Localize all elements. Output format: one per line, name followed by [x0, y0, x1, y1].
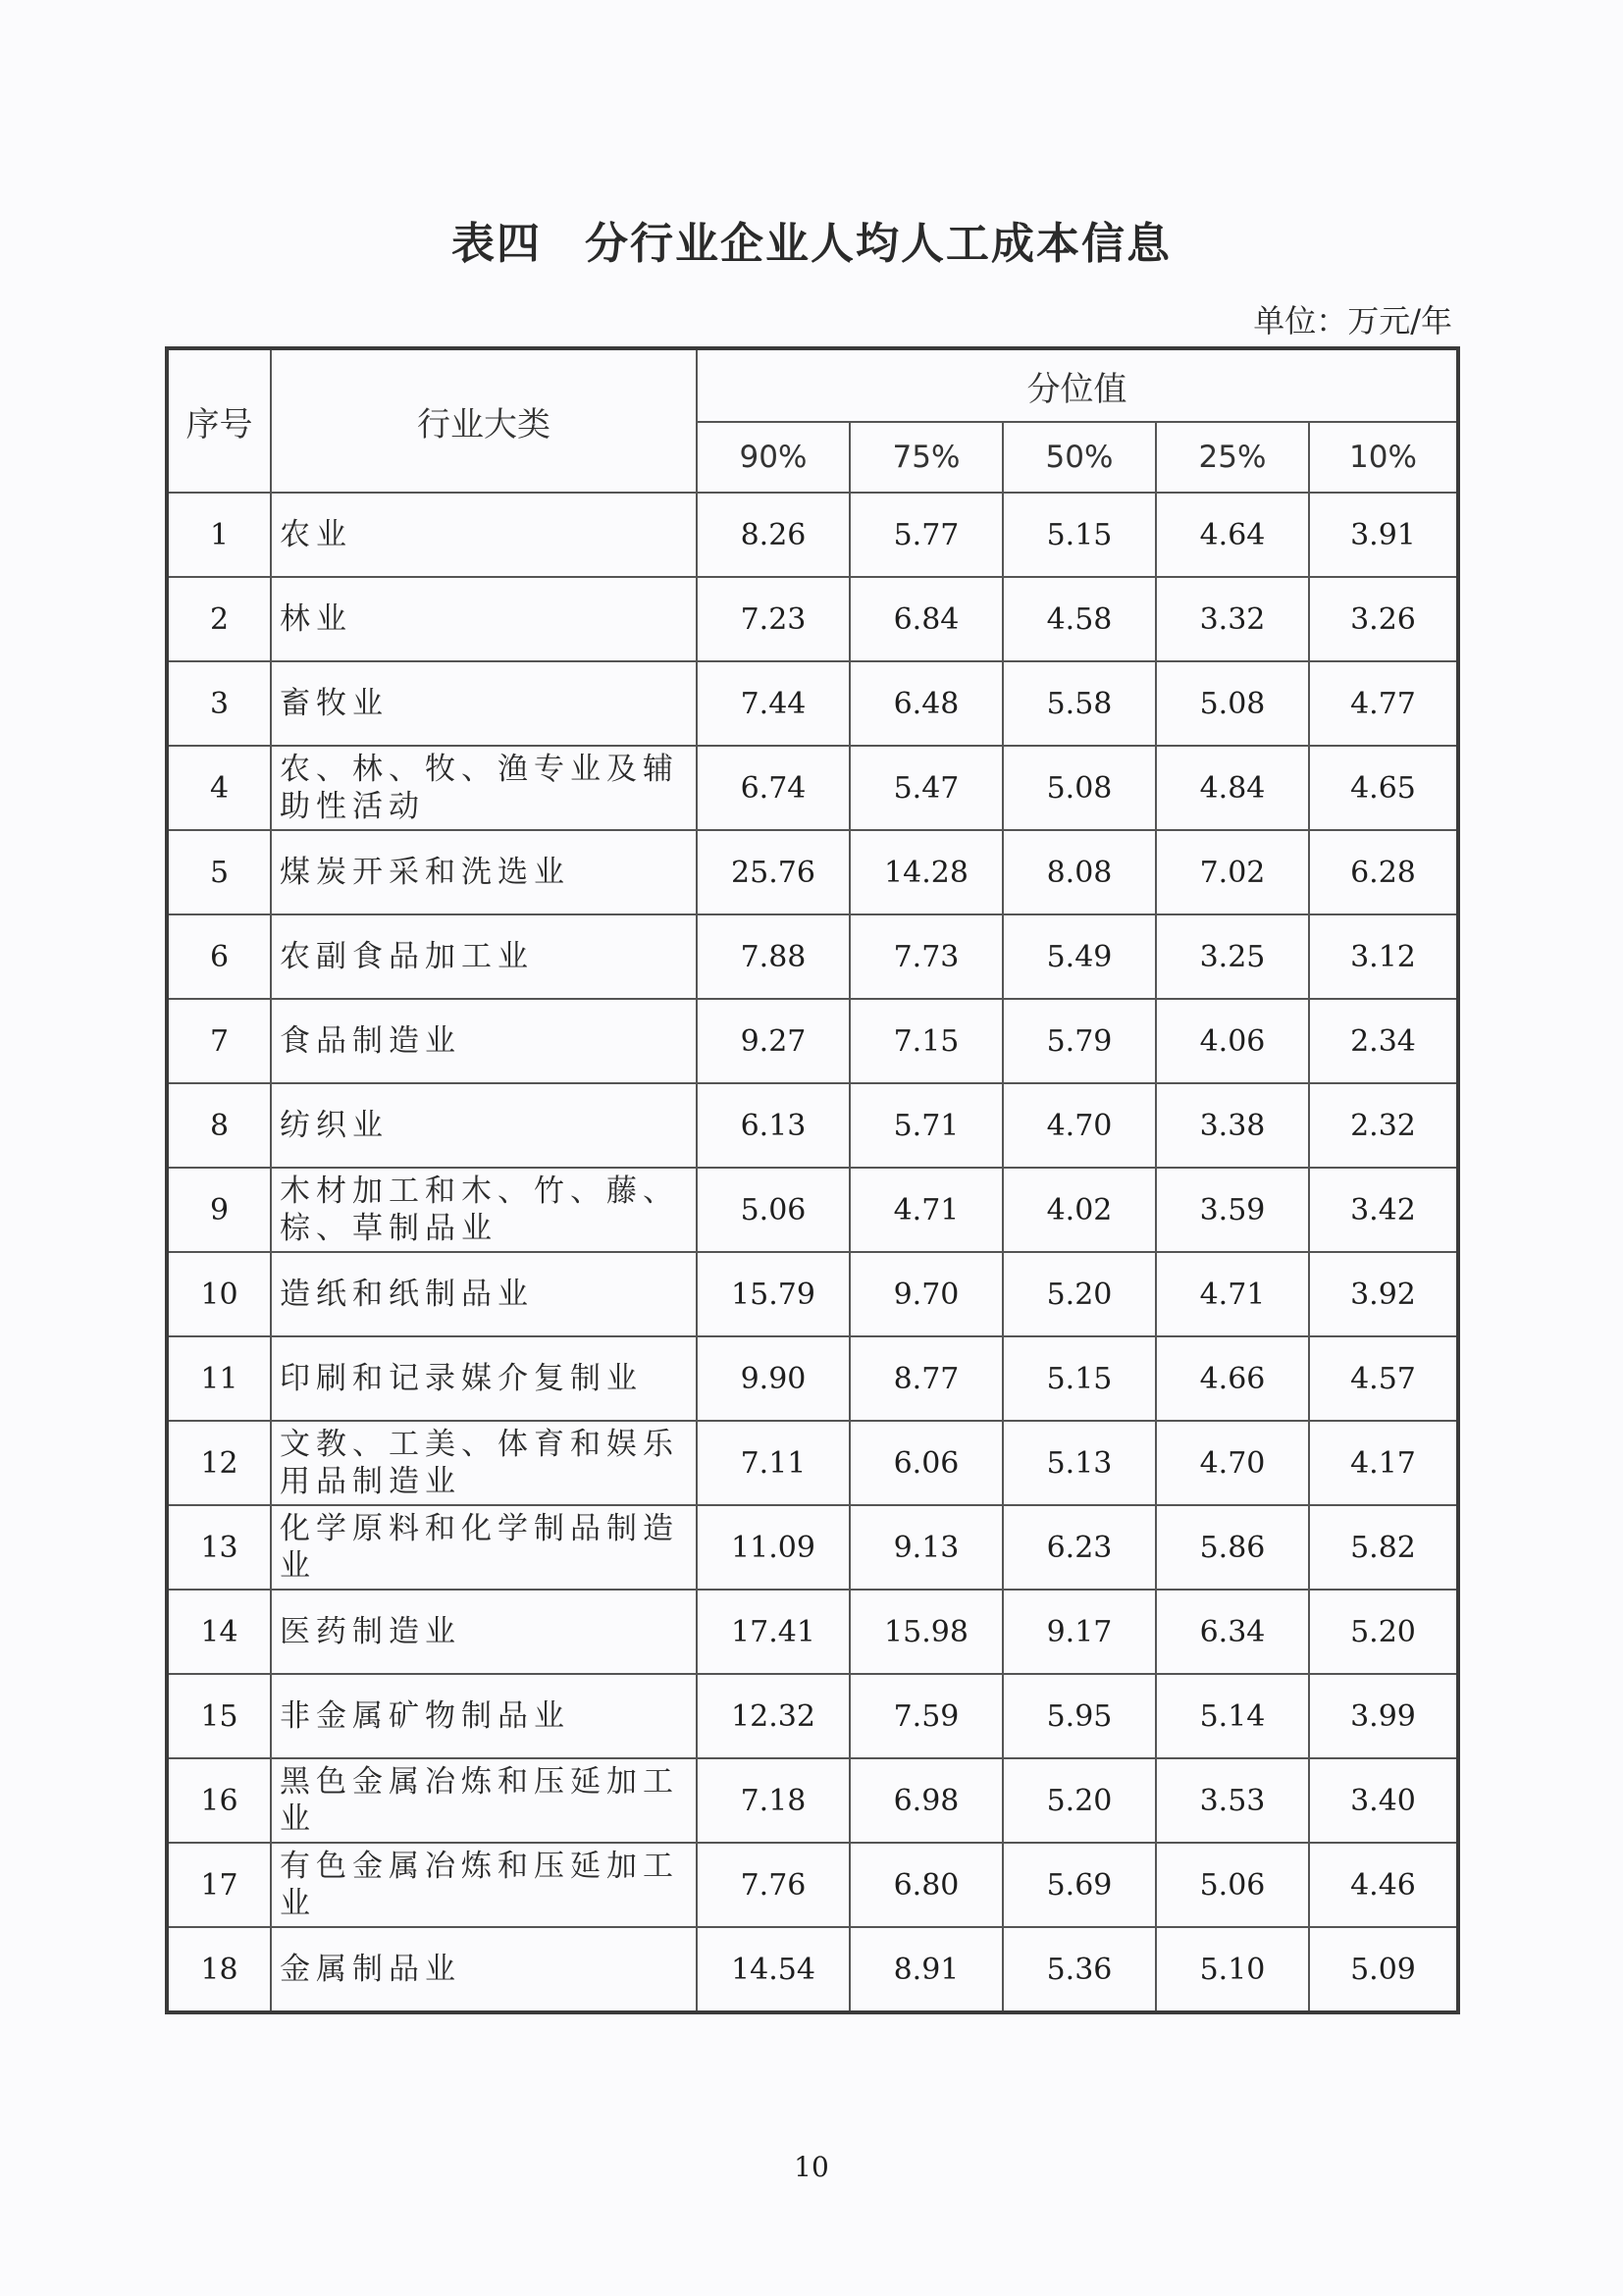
value-cell: 5.06 — [1156, 1843, 1309, 1927]
industry-name: 煤炭开采和洗选业 — [271, 830, 697, 914]
row-index: 14 — [167, 1590, 271, 1674]
value-cell: 5.13 — [1003, 1421, 1156, 1505]
value-cell: 9.70 — [850, 1252, 1003, 1336]
row-index: 7 — [167, 999, 271, 1083]
value-cell: 7.44 — [697, 661, 850, 746]
row-index: 11 — [167, 1336, 271, 1421]
header-percentile: 90% — [697, 422, 850, 493]
value-cell: 5.06 — [697, 1168, 850, 1252]
table-row — [167, 830, 1458, 914]
value-cell: 3.38 — [1156, 1083, 1309, 1168]
value-cell: 5.77 — [850, 493, 1003, 577]
value-cell: 6.84 — [850, 577, 1003, 661]
value-cell: 4.77 — [1309, 661, 1458, 746]
value-cell: 15.79 — [697, 1252, 850, 1336]
value-cell: 3.91 — [1309, 493, 1458, 577]
value-cell: 12.32 — [697, 1674, 850, 1758]
table-row — [167, 999, 1458, 1083]
row-index: 12 — [167, 1421, 271, 1505]
table-row — [167, 1843, 1458, 1927]
header-percentile: 50% — [1003, 422, 1156, 493]
value-cell: 7.76 — [697, 1843, 850, 1927]
value-cell: 4.66 — [1156, 1336, 1309, 1421]
value-cell: 5.58 — [1003, 661, 1156, 746]
row-index: 17 — [167, 1843, 271, 1927]
industry-name: 纺织业 — [271, 1083, 697, 1168]
row-index: 1 — [167, 493, 271, 577]
table-header — [167, 348, 1458, 493]
value-cell: 5.49 — [1003, 914, 1156, 999]
industry-name: 农、林、牧、渔专业及辅助性活动 — [271, 746, 697, 830]
table-row — [167, 493, 1458, 577]
value-cell: 5.08 — [1156, 661, 1309, 746]
industry-name: 林业 — [271, 577, 697, 661]
value-cell: 3.12 — [1309, 914, 1458, 999]
value-cell: 6.74 — [697, 746, 850, 830]
value-cell: 11.09 — [697, 1505, 850, 1590]
industry-name: 有色金属冶炼和压延加工业 — [271, 1843, 697, 1927]
value-cell: 5.20 — [1003, 1252, 1156, 1336]
value-cell: 3.26 — [1309, 577, 1458, 661]
value-cell: 3.25 — [1156, 914, 1309, 999]
table-row — [167, 577, 1458, 661]
value-cell: 25.76 — [697, 830, 850, 914]
header-percentile: 25% — [1156, 422, 1309, 493]
value-cell: 4.71 — [850, 1168, 1003, 1252]
value-cell: 14.28 — [850, 830, 1003, 914]
table-row — [167, 1168, 1458, 1252]
table-row — [167, 746, 1458, 830]
value-cell: 4.70 — [1156, 1421, 1309, 1505]
table-row — [167, 1083, 1458, 1168]
value-cell: 5.82 — [1309, 1505, 1458, 1590]
value-cell: 4.71 — [1156, 1252, 1309, 1336]
value-cell: 4.70 — [1003, 1083, 1156, 1168]
industry-name: 黑色金属冶炼和压延加工业 — [271, 1758, 697, 1843]
value-cell: 2.34 — [1309, 999, 1458, 1083]
value-cell: 5.14 — [1156, 1674, 1309, 1758]
row-index: 4 — [167, 746, 271, 830]
value-cell: 5.10 — [1156, 1927, 1309, 2012]
value-cell: 5.15 — [1003, 1336, 1156, 1421]
value-cell: 8.26 — [697, 493, 850, 577]
value-cell: 15.98 — [850, 1590, 1003, 1674]
value-cell: 5.95 — [1003, 1674, 1156, 1758]
row-index: 15 — [167, 1674, 271, 1758]
value-cell: 4.06 — [1156, 999, 1309, 1083]
value-cell: 5.47 — [850, 746, 1003, 830]
value-cell: 3.99 — [1309, 1674, 1458, 1758]
industry-name: 畜牧业 — [271, 661, 697, 746]
value-cell: 6.48 — [850, 661, 1003, 746]
value-cell: 3.53 — [1156, 1758, 1309, 1843]
row-index: 13 — [167, 1505, 271, 1590]
value-cell: 4.65 — [1309, 746, 1458, 830]
row-index: 3 — [167, 661, 271, 746]
industry-name: 医药制造业 — [271, 1590, 697, 1674]
value-cell: 6.80 — [850, 1843, 1003, 1927]
value-cell: 3.40 — [1309, 1758, 1458, 1843]
value-cell: 6.23 — [1003, 1505, 1156, 1590]
industry-name: 食品制造业 — [271, 999, 697, 1083]
table-title: 分行业企业人均人工成本信息 — [585, 219, 1172, 269]
table-row — [167, 661, 1458, 746]
value-cell: 4.64 — [1156, 493, 1309, 577]
table-row — [167, 1927, 1458, 2012]
value-cell: 8.08 — [1003, 830, 1156, 914]
row-index: 16 — [167, 1758, 271, 1843]
table-row — [167, 1336, 1458, 1421]
industry-name: 非金属矿物制品业 — [271, 1674, 697, 1758]
industry-name: 化学原料和化学制品制造业 — [271, 1505, 697, 1590]
value-cell: 6.06 — [850, 1421, 1003, 1505]
value-cell: 5.71 — [850, 1083, 1003, 1168]
value-cell: 2.32 — [1309, 1083, 1458, 1168]
unit-label: 单位：万元/年 — [1253, 302, 1452, 339]
industry-name: 农副食品加工业 — [271, 914, 697, 999]
value-cell: 5.15 — [1003, 493, 1156, 577]
value-cell: 9.27 — [697, 999, 850, 1083]
industry-name: 金属制品业 — [271, 1927, 697, 2012]
value-cell: 7.15 — [850, 999, 1003, 1083]
header-percentile: 10% — [1309, 422, 1458, 493]
header-percentile-group: 分位值 — [697, 348, 1458, 422]
value-cell: 5.20 — [1003, 1758, 1156, 1843]
value-cell: 3.42 — [1309, 1168, 1458, 1252]
value-cell: 14.54 — [697, 1927, 850, 2012]
header-index: 序号 — [167, 348, 271, 493]
row-index: 2 — [167, 577, 271, 661]
value-cell: 8.91 — [850, 1927, 1003, 2012]
value-cell: 6.34 — [1156, 1590, 1309, 1674]
value-cell: 9.17 — [1003, 1590, 1156, 1674]
value-cell: 6.28 — [1309, 830, 1458, 914]
value-cell: 3.59 — [1156, 1168, 1309, 1252]
value-cell: 7.73 — [850, 914, 1003, 999]
value-cell: 6.13 — [697, 1083, 850, 1168]
table-number: 表四 — [451, 219, 542, 269]
value-cell: 3.32 — [1156, 577, 1309, 661]
value-cell: 7.23 — [697, 577, 850, 661]
value-cell: 9.90 — [697, 1336, 850, 1421]
value-cell: 17.41 — [697, 1590, 850, 1674]
value-cell: 7.18 — [697, 1758, 850, 1843]
industry-name: 文教、工美、体育和娱乐用品制造业 — [271, 1421, 697, 1505]
value-cell: 5.79 — [1003, 999, 1156, 1083]
row-index: 10 — [167, 1252, 271, 1336]
value-cell: 4.17 — [1309, 1421, 1458, 1505]
value-cell: 6.98 — [850, 1758, 1003, 1843]
industry-name: 印刷和记录媒介复制业 — [271, 1336, 697, 1421]
value-cell: 4.02 — [1003, 1168, 1156, 1252]
value-cell: 4.57 — [1309, 1336, 1458, 1421]
row-index: 18 — [167, 1927, 271, 2012]
industry-name: 农业 — [271, 493, 697, 577]
value-cell: 4.84 — [1156, 746, 1309, 830]
table-body — [167, 493, 1458, 2012]
header-percentile: 75% — [850, 422, 1003, 493]
value-cell: 7.88 — [697, 914, 850, 999]
table-row — [167, 1252, 1458, 1336]
value-cell: 7.11 — [697, 1421, 850, 1505]
industry-name: 造纸和纸制品业 — [271, 1252, 697, 1336]
industry-name: 木材加工和木、竹、藤、棕、草制品业 — [271, 1168, 697, 1252]
table-row — [167, 914, 1458, 999]
value-cell: 9.13 — [850, 1505, 1003, 1590]
table-row — [167, 1505, 1458, 1590]
table-row — [167, 1674, 1458, 1758]
value-cell: 4.58 — [1003, 577, 1156, 661]
value-cell: 7.59 — [850, 1674, 1003, 1758]
row-index: 5 — [167, 830, 271, 914]
value-cell: 8.77 — [850, 1336, 1003, 1421]
table-row — [167, 1421, 1458, 1505]
row-index: 9 — [167, 1168, 271, 1252]
value-cell: 5.69 — [1003, 1843, 1156, 1927]
value-cell: 7.02 — [1156, 830, 1309, 914]
value-cell: 3.92 — [1309, 1252, 1458, 1336]
row-index: 8 — [167, 1083, 271, 1168]
page-number: 10 — [794, 2151, 829, 2183]
value-cell: 5.09 — [1309, 1927, 1458, 2012]
value-cell: 4.46 — [1309, 1843, 1458, 1927]
data-table — [165, 346, 1460, 2014]
value-cell: 5.08 — [1003, 746, 1156, 830]
row-index: 6 — [167, 914, 271, 999]
table-row — [167, 1590, 1458, 1674]
value-cell: 5.36 — [1003, 1927, 1156, 2012]
table-row — [167, 1758, 1458, 1843]
value-cell: 5.20 — [1309, 1590, 1458, 1674]
header-industry: 行业大类 — [271, 348, 697, 493]
value-cell: 5.86 — [1156, 1505, 1309, 1590]
page-title — [0, 208, 1623, 271]
